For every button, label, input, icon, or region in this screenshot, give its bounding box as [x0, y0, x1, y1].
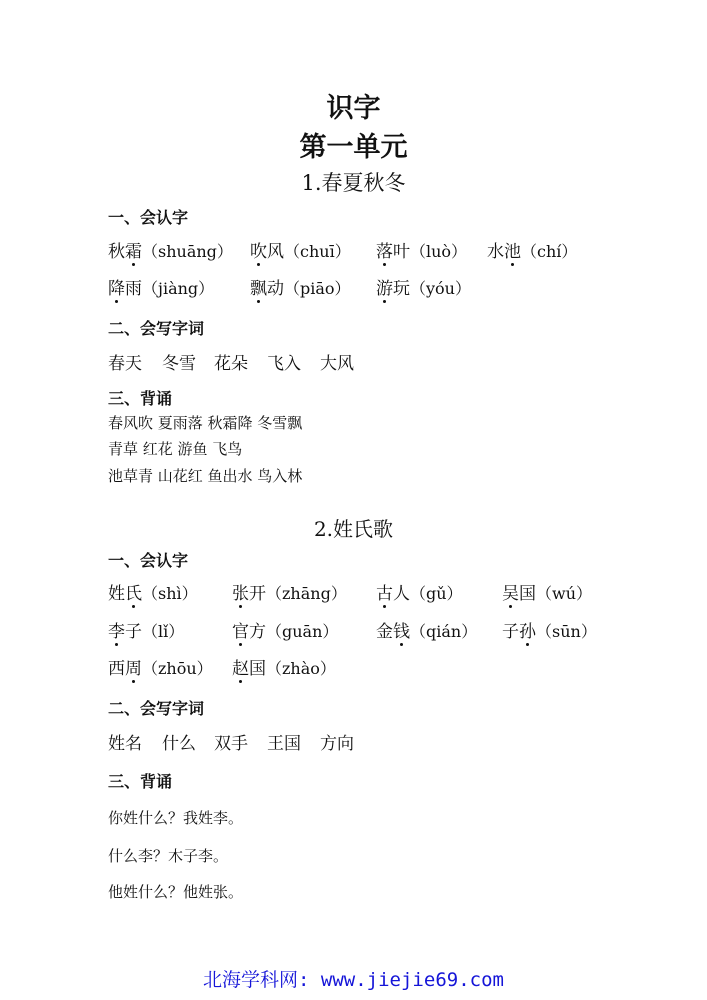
write-word: 飞入	[267, 354, 301, 374]
recite-line: 他姓什么？他姓张。	[108, 883, 244, 901]
write-word: 方向	[320, 734, 354, 754]
char-item: 姓氏（shì）	[108, 584, 198, 604]
recite-line: 你姓什么？我姓李。	[108, 809, 244, 827]
write-word: 姓名	[108, 734, 142, 754]
write-word: 王国	[267, 734, 301, 754]
char-item: 落叶（luò）	[376, 242, 468, 262]
char-item: 古人（gǔ）	[376, 584, 463, 604]
lesson-1-recite-heading: 三、背诵	[108, 389, 173, 408]
lesson-1-recognize-heading: 一、会认字	[108, 208, 189, 227]
write-word: 双手	[214, 734, 248, 754]
char-item: 子孙（sūn）	[502, 622, 597, 642]
char-item: 吴国（wú）	[502, 584, 593, 604]
char-item: 赵国（zhào）	[232, 659, 336, 679]
write-word: 冬雪	[162, 354, 196, 374]
char-item: 游玩（yóu）	[376, 279, 471, 299]
unit-title: 第一单元	[299, 132, 408, 163]
lesson-2-recognize-heading: 一、会认字	[108, 551, 189, 570]
char-item: 秋霜（shuāng）	[108, 242, 233, 262]
lesson-2-write-heading: 二、会写字词	[108, 699, 205, 718]
write-word: 大风	[320, 354, 354, 374]
lesson-1-write-heading: 二、会写字词	[108, 319, 205, 338]
char-item: 西周（zhōu）	[108, 659, 213, 679]
char-item: 官方（guān）	[232, 622, 339, 642]
page-title: 识字	[326, 93, 381, 124]
char-item: 吹风（chuī）	[250, 242, 351, 262]
write-word: 什么	[162, 734, 196, 754]
lesson-2-recite-heading: 三、背诵	[108, 772, 173, 791]
write-word: 花朵	[214, 354, 248, 374]
char-item: 飘动（piāo）	[250, 279, 351, 299]
char-item: 金钱（qián）	[376, 622, 478, 642]
lesson-1-title: 1.春夏秋冬	[301, 171, 406, 195]
recite-line: 青草 红花 游鱼 飞鸟	[108, 440, 243, 458]
write-word: 春天	[108, 354, 142, 374]
recite-line: 什么李？木子李。	[108, 847, 229, 865]
recite-line: 池草青 山花红 鱼出水 鸟入林	[108, 467, 303, 485]
char-item: 水池（chí）	[487, 242, 578, 262]
char-item: 李子（lǐ）	[108, 622, 185, 642]
char-item: 张开（zhāng）	[232, 584, 347, 604]
char-item: 降雨（jiàng）	[108, 279, 215, 299]
recite-line: 春风吹 夏雨落 秋霜降 冬雪飘	[108, 414, 303, 432]
lesson-2-title: 2.姓氏歌	[313, 517, 394, 541]
footer-watermark: 北海学科网: www.jiejie69.com	[203, 969, 504, 991]
